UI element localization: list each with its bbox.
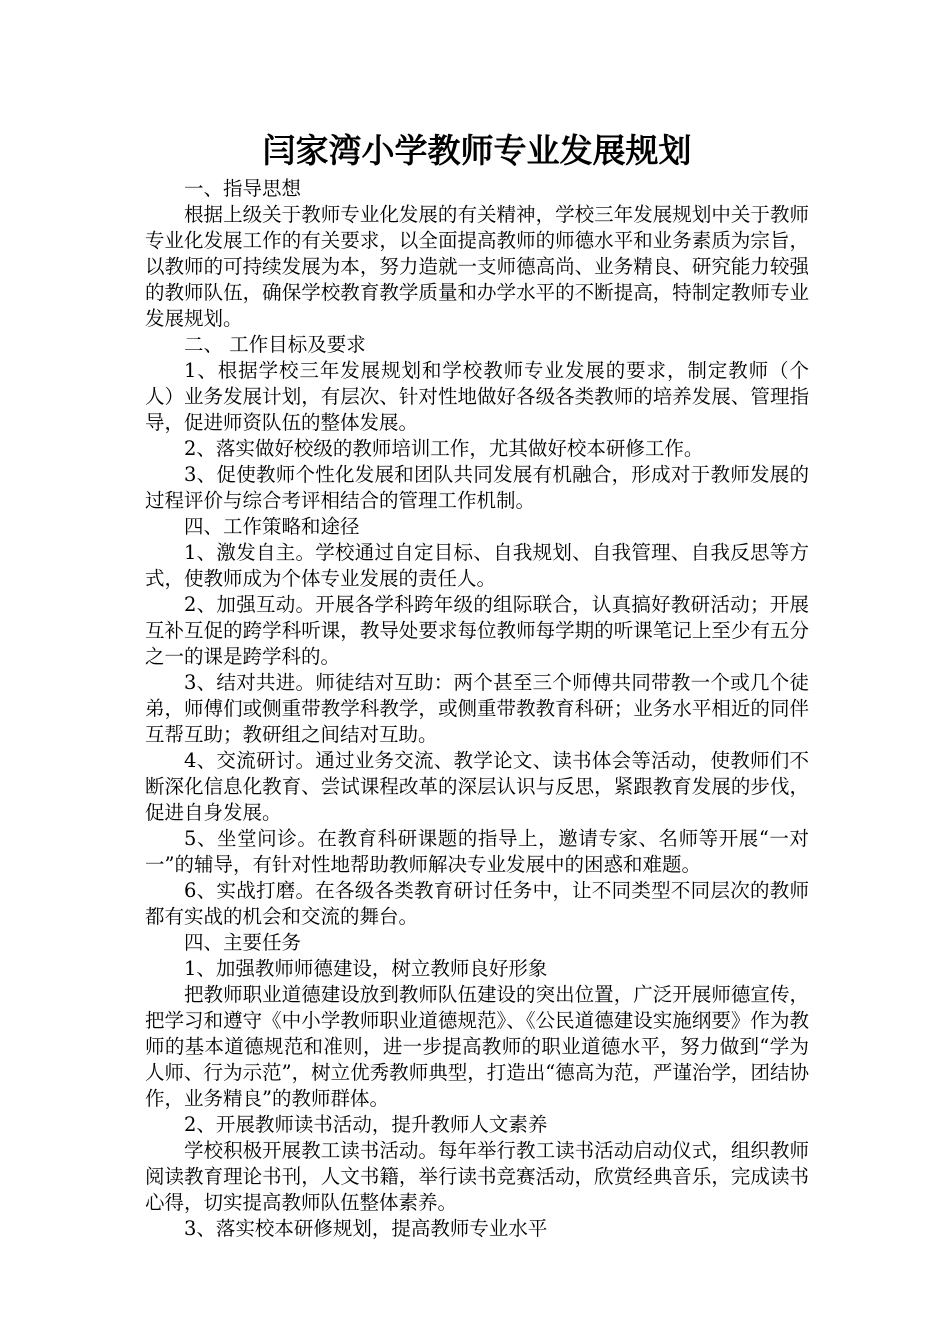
document-page — [145, 126, 809, 1242]
task-heading-3: 3、落实校本研修规划，提高教师专业水平 — [184, 1217, 548, 1240]
task-paragraph-2: 学校积极开展教工读书活动。每年举行教工读书活动启动仪式，组织教师阅读教育理论书刊，人文书籍，举行读书竞赛活动，欣赏经典音乐，完成读书心得，切实提高教师队伍整体素养。 — [145, 1139, 809, 1214]
section-heading-main-tasks: 四、主要任务 — [184, 931, 302, 954]
goal-item-3: 3、促使教师个性化发展和团队共同发展有机融合，形成对于教师发展的过程评价与综合考评相结合的管理工作机制。 — [145, 463, 809, 512]
strategy-item-6: 6、实战打磨。在各级各类教育研讨任务中，让不同类型不同层次的教师都有实战的机会和交流的舞台。 — [145, 879, 809, 928]
section-heading-strategies: 四、工作策略和途径 — [184, 515, 360, 538]
paragraph-guiding-thought: 根据上级关于教师专业化发展的有关精神，学校三年发展规划中关于教师专业化发展工作的有关要求，以全面提高教师的师德水平和业务素质为宗旨，以教师的可持续发展为本，努力造就一支师德高尚、业务精良、研究能力较强的教师队伍，确保学校教育教学质量和办学水平的不断提高，特制定教师专业发展规划。 — [145, 203, 809, 330]
task-heading-2: 2、开展教师读书活动，提升教师人文素养 — [184, 1113, 548, 1136]
strategy-item-2: 2、加强互动。开展各学科跨年级的组际联合，认真搞好教研活动；开展互补互促的跨学科听课，教导处要求每位教师每学期的听课笔记上至少有五分之一的课是跨学科的。 — [145, 593, 809, 668]
task-heading-1: 1、加强教师师德建设，树立教师良好形象 — [184, 957, 548, 980]
goal-item-2: 2、落实做好校级的教师培训工作，尤其做好校本研修工作。 — [184, 437, 704, 460]
section-heading-guiding-thought: 一、指导思想 — [184, 177, 302, 200]
goal-item-1: 1、根据学校三年发展规划和学校教师专业发展的要求，制定教师（个人）业务发展计划，有层次、针对性地做好各级各类教师的培养发展、管理指导，促进师资队伍的整体发展。 — [145, 359, 809, 434]
document-title: 闫家湾小学教师专业发展规划 — [262, 131, 692, 170]
section-heading-goals: 二、 工作目标及要求 — [184, 333, 366, 356]
task-paragraph-1: 把教师职业道德建设放到教师队伍建设的突出位置，广泛开展师德宣传，把学习和遵守《中小学教师职业道德规范》、《公民道德建设实施纲要》作为教师的基本道德规范和准则，进一步提高教师的职业道德水平，努力做到“学为人师、行为示范”，树立优秀教师典型，打造出“德高为范，严谨治学，团结协作，业务精良”的教师群体。 — [145, 983, 809, 1110]
strategy-item-3: 3、结对共进。师徒结对互助：两个甚至三个师傅共同带教一个或几个徒弟，师傅们或侧重带教学科教学，或侧重带教教育科研；业务水平相近的同伴互帮互助；教研组之间结对互助。 — [145, 671, 809, 746]
strategy-item-1: 1、激发自主。学校通过自定目标、自我规划、自我管理、自我反思等方式，使教师成为个体专业发展的责任人。 — [145, 541, 809, 590]
strategy-item-5: 5、坐堂问诊。在教育科研课题的指导上，邀请专家、名师等开展“一对一”的辅导，有针对性地帮助教师解决专业发展中的困惑和难题。 — [145, 827, 809, 876]
strategy-item-4: 4、交流研讨。通过业务交流、教学论文、读书体会等活动，使教师们不断深化信息化教育、尝试课程改革的深层认识与反思，紧跟教育发展的步伐，促进自身发展。 — [145, 749, 809, 824]
